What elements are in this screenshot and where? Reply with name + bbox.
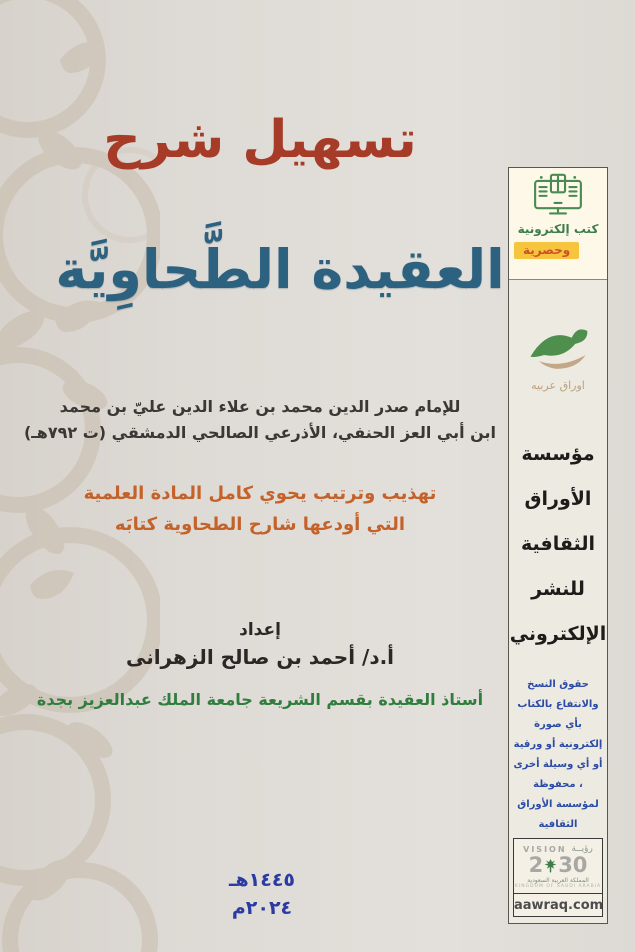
year-hijri: ١٤٤٥هـ (228, 869, 296, 891)
author-line-2: ابن أبي العز الحنفي، الأذرعي الصالحي الدمشقي (ت ٧٩٢هـ) (23, 423, 497, 442)
prepared-by-label: إعداد (239, 620, 281, 640)
publisher-name-word: للنشر (531, 578, 585, 600)
book-main-title: العقيدة الطَّحاوِيَّة (55, 238, 505, 301)
subtitle-line-2: التي أودعها شارح الطحاوية كتابَه (114, 514, 406, 535)
ebooks-badge-text: كتب إلكترونية (517, 222, 599, 236)
vision-year (514, 854, 602, 876)
publication-dates (202, 866, 322, 922)
saudi-palm-emblem-icon (543, 856, 558, 874)
awraq-logo-text: اوراق عربيه (531, 379, 585, 392)
copyright-line: لمؤسسة الأوراق الثقافية (517, 799, 599, 830)
vision-2030-box (513, 838, 603, 917)
publisher-name-word: الثقافية (521, 533, 595, 555)
kingdom-name-arabic: المملكة العربية السعودية (527, 877, 589, 884)
copyright-notice (509, 675, 607, 835)
publisher-name-word: الإلكتروني (509, 623, 607, 645)
ebooks-badge (509, 168, 607, 280)
vision-year-left: 2 (528, 853, 544, 877)
series-title: تسهيل شرح (103, 110, 417, 170)
kingdom-name-english: KINGDOM OF SAUDI ARABIA (514, 884, 602, 889)
author-attribution (20, 394, 500, 446)
year-gregorian: ٢٠٢٤م (231, 897, 293, 919)
vision-year-right: 30 (558, 853, 588, 877)
copyright-line: بأي صورة إلكترونية أو ورقية (513, 719, 603, 750)
vision-en-label: VISION (523, 844, 567, 854)
vision-ar-label: رؤيــة (571, 844, 593, 854)
subtitle-line-1: تهذيب وترتيب يحوي كامل المادة العلمية (83, 483, 437, 504)
exclusive-chip: وحصرية (514, 242, 579, 259)
copyright-line: حقوق النسخ والانتفاع بالكتاب (517, 679, 599, 710)
subtitle (20, 478, 500, 540)
awraq-logo-block (509, 324, 607, 392)
copyright-line: أو أي وسيلة أخرى ، محفوظة (513, 759, 603, 790)
author-line-1: للإمام صدر الدين محمد بن علاء الدين عليّ بن محمد (59, 397, 461, 416)
awraq-leaf-logo (522, 324, 594, 374)
publisher-sidebar (508, 167, 608, 924)
publisher-website: aawraq.com (514, 893, 602, 916)
preparer-title: أستاذ العقيدة بقسم الشريعة جامعة الملك عبدالعزيز بجدة (36, 690, 484, 709)
monitor-ebook-icon (529, 173, 587, 217)
preparer-name: أ.د/ أحمد بن صالح الزهرانى (125, 645, 395, 669)
publisher-name-word: مؤسسة (521, 443, 595, 465)
publisher-name-word: الأوراق (524, 488, 592, 510)
exclusive-chip-row (514, 239, 607, 259)
publisher-name (509, 432, 607, 657)
